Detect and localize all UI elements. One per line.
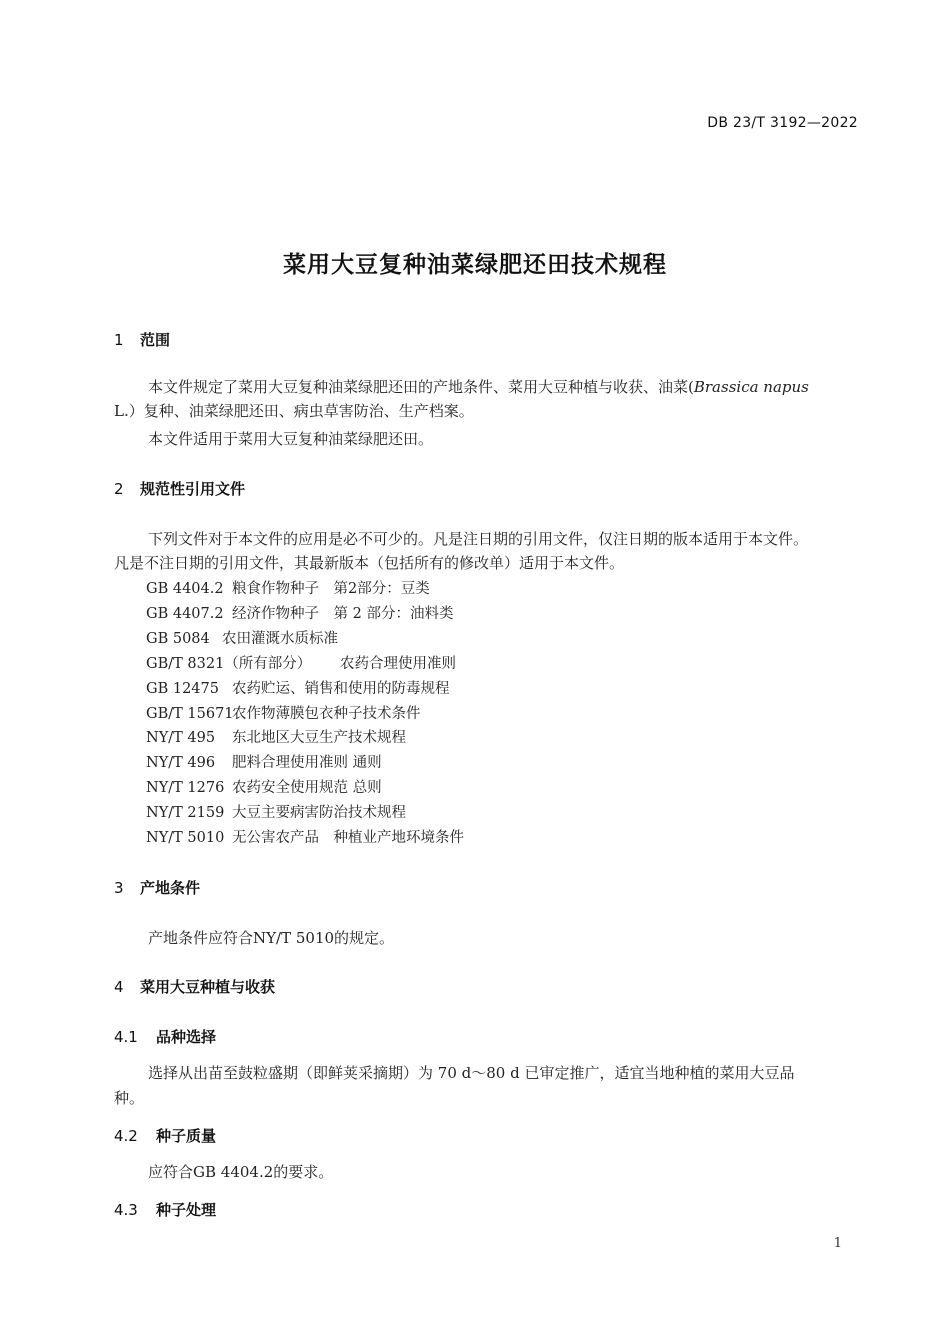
reference-title: 农田灌溉水质标准: [222, 630, 338, 647]
document-title: 菜用大豆复种油菜绿肥还田技术规程: [283, 252, 667, 278]
reference-title: 农药合理使用准则: [340, 655, 456, 672]
reference-item: [146, 602, 453, 623]
reference-title: 东北地区大豆生产技术规程: [232, 730, 406, 747]
section-4-1-paragraph-line-1: 选择从出苗至鼓粒盛期（即鲜荚采摘期）为 70 d～80 d 已审定推广，适宜当地种植的菜用大豆品: [148, 1064, 795, 1082]
section-4-heading: [114, 976, 275, 997]
reference-code: NY/T 495: [146, 730, 216, 747]
section-4-1-heading: [114, 1026, 216, 1047]
reference-title: 农药贮运、销售和使用的防毒规程: [232, 680, 450, 697]
reference-item: [146, 577, 430, 598]
section-title: 种子处理: [156, 1201, 217, 1219]
section-3-heading: [114, 877, 200, 898]
reference-item: [146, 751, 382, 772]
reference-item: [146, 726, 406, 747]
reference-item: [146, 702, 421, 723]
page-number: 1: [833, 1236, 842, 1251]
reference-title: 农作物薄膜包衣种子技术条件: [232, 705, 421, 722]
reference-item: [146, 652, 456, 673]
reference-code: NY/T 496: [146, 755, 216, 772]
section-number: 4: [114, 978, 124, 996]
reference-code: GB 4404.2: [146, 581, 224, 597]
reference-title: 大豆主要病害防治技术规程: [232, 805, 406, 822]
reference-code: GB 12475: [146, 680, 219, 697]
section-4-2-heading: [114, 1125, 216, 1146]
section-title: 范围: [140, 331, 171, 349]
section-number: 4.2: [114, 1127, 138, 1145]
section-3-paragraph: 产地条件应符合NY/T 5010的规定。: [148, 929, 395, 947]
reference-code: NY/T 5010: [146, 830, 225, 846]
document-code: DB 23/T 3192—2022: [707, 115, 858, 131]
reference-code: NY/T 1276: [146, 780, 225, 797]
reference-code: GB/T 8321（所有部分）: [146, 655, 312, 672]
reference-title: 经济作物种子 第 2 部分：油料类: [232, 605, 454, 622]
section-number: 4.3: [114, 1201, 138, 1219]
section-number: 3: [114, 879, 124, 897]
reference-title: 粮食作物种子 第2部分：豆类: [232, 581, 430, 597]
section-2-paragraph-line-2: 凡是不注日期的引用文件，其最新版本（包括所有的修改单）适用于本文件。: [114, 554, 625, 572]
section-title: 种子质量: [156, 1127, 217, 1145]
section-4-1-paragraph-line-2: 种。: [114, 1089, 145, 1107]
paragraph-text: 本文件规定了菜用大豆复种油菜绿肥还田的产地条件、菜用大豆种植与收获、油菜(: [148, 378, 694, 396]
reference-code: NY/T 2159: [146, 805, 225, 822]
reference-item: [146, 801, 406, 822]
reference-code: GB/T 15671: [146, 705, 234, 722]
section-2-heading: [114, 478, 245, 499]
reference-title: 无公害农产品 种植业产地环境条件: [232, 830, 464, 846]
section-title: 品种选择: [156, 1028, 217, 1046]
section-4-2-paragraph: 应符合GB 4404.2的要求。: [148, 1163, 334, 1181]
reference-item: [146, 776, 382, 797]
paragraph-text: L.）复种、油菜绿肥还田、病虫草害防治、生产档案。: [114, 402, 474, 420]
section-number: 2: [114, 480, 124, 498]
reference-item: [146, 627, 338, 648]
section-1-paragraph-2: 本文件适用于菜用大豆复种油菜绿肥还田。: [148, 430, 434, 448]
reference-code: GB 4407.2: [146, 605, 224, 622]
reference-item: [146, 677, 450, 698]
section-1-heading: [114, 329, 170, 350]
section-number: 4.1: [114, 1028, 138, 1046]
section-1-paragraph-1: [114, 375, 859, 423]
section-title: 产地条件: [140, 879, 201, 897]
section-2-paragraph-line-1: 下列文件对于本文件的应用是必不可少的。凡是注日期的引用文件，仅注日期的版本适用于本文件。: [148, 530, 809, 548]
latin-name: Brassica napus: [693, 378, 809, 396]
section-title: 菜用大豆种植与收获: [140, 978, 276, 996]
section-number: 1: [114, 331, 124, 349]
reference-title: 农药安全使用规范 总则: [232, 780, 382, 797]
reference-code: GB 5084: [146, 630, 210, 647]
reference-title: 肥料合理使用准则 通则: [232, 755, 382, 772]
reference-item: [146, 826, 464, 847]
section-4-3-heading: [114, 1199, 216, 1220]
section-title: 规范性引用文件: [140, 480, 246, 498]
